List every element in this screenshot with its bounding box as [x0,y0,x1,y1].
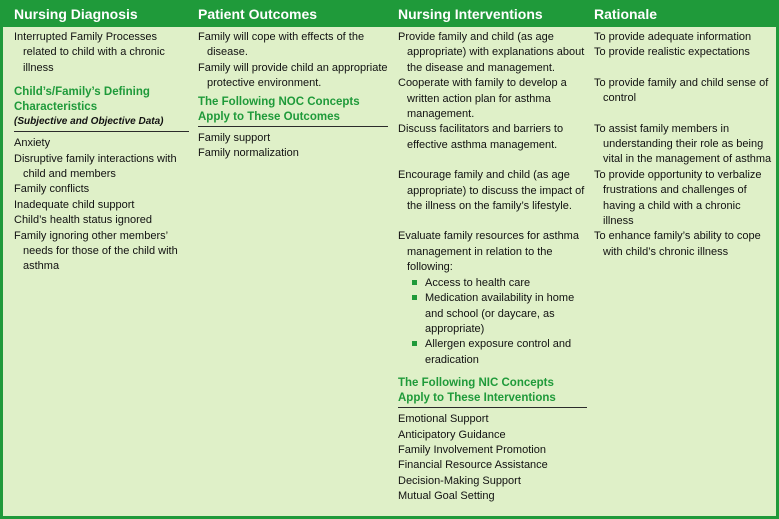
column-patient-outcomes [198,30,388,161]
bullet-text: Allergen exposure control and eradication [425,338,572,366]
intervention-item: Encourage family and child (as age appropriate) to discuss the impact of the illness on the family’s lifestyle. [398,169,585,213]
header-nursing-interventions: Nursing Interventions [398,6,543,22]
table-header-row [3,3,776,27]
rationale-item: To provide realistic expectations [594,46,750,59]
outcome-item: Family will cope with effects of the disease. [198,31,365,59]
intervention-item: Cooperate with family to develop a written action plan for asthma management. [398,77,567,121]
rationale-item: To provide opportunity to verbalize frustrations and challenges of having a child with a chronic illness [594,168,762,228]
diagnosis-statement: Interrupted Family Processes related to child with a chronic illness [14,31,165,74]
list-item: Inadequate child support [14,198,135,211]
bullet-item [398,276,587,291]
section-divider [14,131,189,132]
nic-item: Financial Resource Assistance [398,459,548,472]
list-item: Disruptive family interactions with child and members [14,152,177,181]
column-nursing-interventions [398,30,587,505]
intervention-item: Provide family and child (as age appropriate) with explanations about the disease and management. [398,31,585,74]
nic-item: Emotional Support [398,413,489,426]
defining-characteristics-title: Child’s/Family’s Defining Characteristics [14,86,150,114]
noc-item: Family normalization [198,147,299,160]
header-nursing-diagnosis: Nursing Diagnosis [14,6,138,22]
rationale-item: To assist family members in understanding their role as being vital in the management of asthma [594,122,772,166]
section-divider [398,407,587,408]
intervention-item: Evaluate family resources for asthma management in relation to the following: [398,230,579,274]
bullet-item [398,337,587,368]
nic-concepts-title: The Following NIC Concepts Apply to These Interventions [398,377,556,405]
column-nursing-diagnosis [14,30,189,275]
noc-concepts-title: The Following NOC Concepts Apply to These Outcomes [198,95,360,123]
list-item: Anxiety [14,137,51,150]
nic-item: Family Involvement Promotion [398,443,546,456]
square-bullet-icon [412,341,417,346]
square-bullet-icon [412,280,417,285]
intervention-item: Discuss facilitators and barriers to effective asthma management. [398,123,564,151]
list-item: Family conflicts [14,183,90,196]
nic-item: Mutual Goal Setting [398,490,495,503]
rationale-item: To provide adequate information [594,31,752,43]
square-bullet-icon [412,295,417,300]
rationale-item: To provide family and child sense of control [594,76,769,105]
nic-item: Decision-Making Support [398,474,521,487]
section-divider [198,126,388,127]
header-patient-outcomes: Patient Outcomes [198,6,318,22]
rationale-item: To enhance family’s ability to cope with child’s chronic illness [594,230,761,258]
header-rationale: Rationale [594,6,658,22]
list-item: Child’s health status ignored [14,214,152,227]
bullet-item [398,291,587,337]
bullet-text: Medication availability in home and school (or daycare, as appropriate) [425,292,575,335]
noc-item: Family support [198,131,271,144]
outcome-item: Family will provide child an appropriate protective environment. [198,61,388,90]
defining-characteristics-subtitle: (Subjective and Objective Data) [14,116,164,128]
bullet-text: Access to health care [425,276,531,289]
column-rationale [594,30,772,260]
nic-item: Anticipatory Guidance [398,428,506,441]
list-item: Family ignoring other members’ needs for those of the child with asthma [14,229,178,273]
